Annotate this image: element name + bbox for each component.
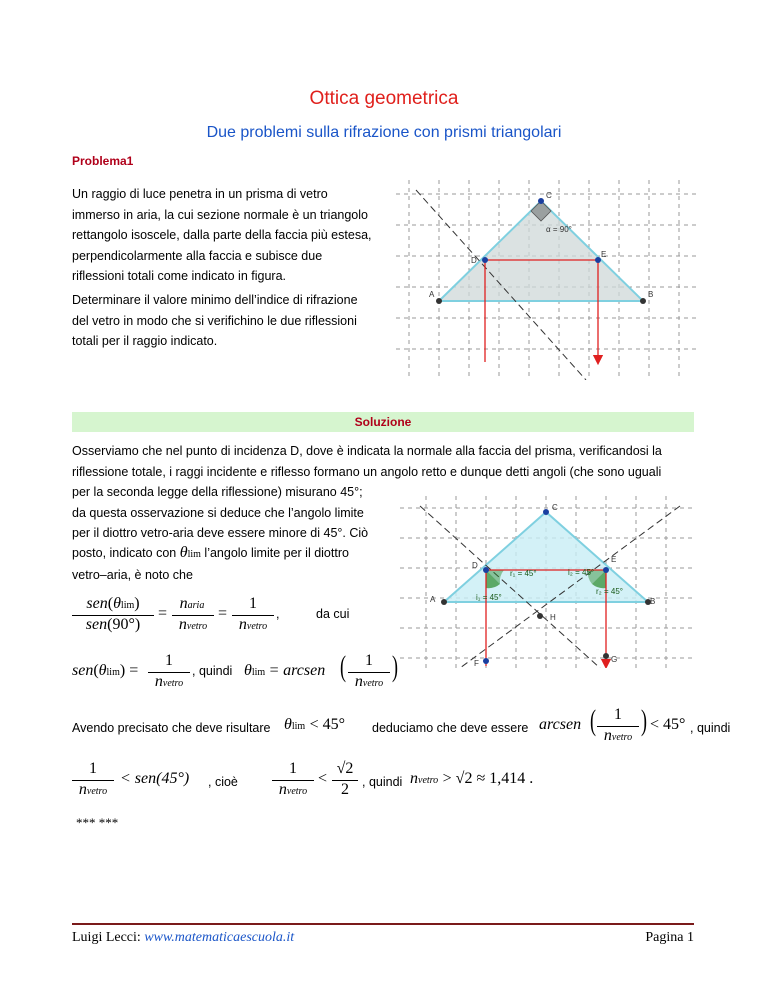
equation-2: sen(θlim) = 1 nvetro , quindi θlim = arcsen ( 1 nvetro ) (72, 650, 398, 690)
problem-text: Un raggio di luce penetra in un prisma di vetro immerso in aria, la cui sezione normale è un triangolo rettangolo isoscele, dalla parte della faccia più estesa, perpendicolarmente alla faccia e subisce due riflessioni totali come indicato in figura. (72, 187, 372, 283)
point-b (640, 298, 646, 304)
label-i2: i₂ = 45° (568, 568, 595, 577)
label-c: C (546, 191, 552, 200)
label-h: H (550, 613, 556, 622)
page-subtitle: Due problemi sulla rifrazione con prismi triangolari (206, 124, 562, 141)
label-b-2: B (650, 597, 656, 606)
footer-line (72, 923, 694, 925)
problem-label: Problema1 (72, 154, 134, 168)
point-d (482, 257, 488, 263)
point-h (537, 613, 543, 619)
label-e-2: E (611, 555, 617, 564)
solution-text: Osserviamo che nel punto di incidenza D, dove è indicata la normale alla faccia del prisma, verificandosi la riflessione totale, i raggi incidente e riflesso formano un angolo retto e dunque detti angoli (che sono uguali per la seconda legge della riflessione) misurano 45°; da questa osservazione si deduce che l’angolo limite per il diottro vetro-aria deve essere minore di 45°. Ciò (72, 444, 662, 540)
label-c-2: C (552, 503, 558, 512)
vetro-aria-line: vetro–aria, è noto che (72, 568, 193, 582)
condition-line: Avendo precisato che deve risultare θlim < 45° deduciamo che deve essere arcsen ( 1 nvetro ) < 45° , quindi (72, 704, 731, 744)
footer-author: Luigi Lecci: www.matematicaescuola.it (72, 930, 295, 945)
label-b: B (648, 290, 654, 299)
page-title: Ottica geometrica (309, 88, 459, 109)
question-text: Determinare il valore minimo dell’indice di rifrazione del vetro in modo che si verifichino le due riflessioni totali per il raggio indicato. (72, 293, 358, 348)
page-number: Pagina 1 (645, 930, 694, 945)
posto-line: posto, indicato con θlim l’angolo limite per il diottro (72, 544, 349, 561)
point-g (603, 653, 609, 659)
final-inequality: 1 nvetro < sen(45°) , cioè 1 nvetro < √2 2 , quindi nvetro > √2 ≈ 1,414 . (72, 760, 672, 810)
solution-bar: Soluzione (72, 412, 694, 432)
figure-prism-2 (400, 496, 696, 668)
label-d-2: D (472, 561, 478, 570)
point-a-2 (441, 599, 447, 605)
figure-prism-1 (396, 180, 696, 380)
point-a (436, 298, 442, 304)
point-c (538, 198, 544, 204)
label-r2: r₂ = 45° (596, 587, 623, 596)
point-f (483, 658, 489, 664)
point-d-2 (483, 567, 489, 573)
label-r1: r₁ = 45° (510, 569, 537, 578)
da-cui: da cui (316, 607, 350, 621)
point-c-2 (543, 509, 549, 515)
label-e: E (601, 250, 607, 259)
label-f: F (474, 659, 479, 668)
label-a: A (429, 290, 435, 299)
label-a-2: A (430, 595, 436, 604)
label-g: G (611, 655, 618, 664)
footer-site-link[interactable]: www.matematicaescuola.it (144, 930, 295, 945)
stars-separator: *** *** (76, 815, 119, 830)
angle-label: α = 90° (546, 225, 572, 234)
label-i1: i₁ = 45° (476, 593, 502, 602)
label-d: D (471, 256, 477, 265)
point-e-2 (603, 567, 609, 573)
equation-1: sen(θlim) sen(90°) = naria nvetro = 1 nvetro , da cui (72, 595, 372, 645)
